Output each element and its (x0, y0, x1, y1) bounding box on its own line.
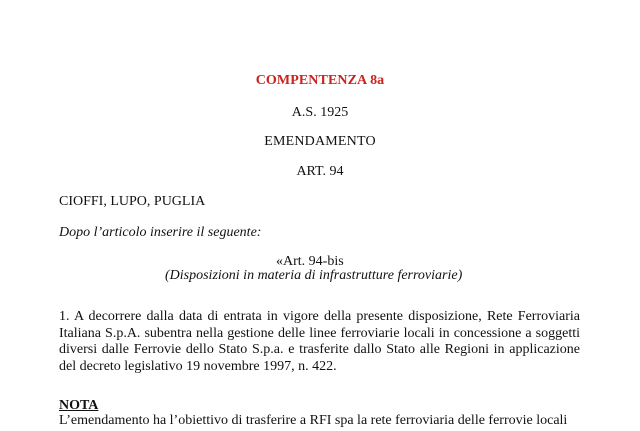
nota-body (59, 413, 583, 429)
article-paragraph (59, 309, 580, 375)
intro-line: Dopo l’articolo inserire il seguente: (59, 225, 262, 240)
new-article-subtitle: (Disposizioni in materia di infrastrutture ferroviarie) (165, 268, 463, 283)
paragraph-line: Italiana S.p.A. subentra nella gestione delle linee ferroviarie locali in concessione a soggetti (59, 325, 580, 341)
document-type: EMENDAMENTO (264, 134, 376, 149)
article-reference: ART. 94 (296, 164, 344, 179)
new-article-title: «Art. 94-bis (276, 254, 344, 269)
paragraph-line: 1. A decorrere dalla data di entrata in vigore della presente disposizione, Rete Ferroviaria (59, 309, 580, 324)
paragraph-line: diversi dalle Ferrovie dello Stato S.p.a. e trasferite dallo Stato alle Regioni in applicazione (59, 342, 580, 358)
nota-heading: NOTA (59, 398, 99, 413)
nota-line: L’emendamento ha l’obiettivo di trasferire a RFI spa la rete ferroviaria delle ferrovie locali (59, 413, 568, 428)
paragraph-line: del decreto legislativo 19 novembre 1997, n. 422. (59, 358, 337, 374)
document-heading: COMPENTENZA 8a (255, 73, 385, 88)
act-number: A.S. 1925 (291, 105, 349, 120)
authors-line: CIOFFI, LUPO, PUGLIA (59, 194, 206, 209)
